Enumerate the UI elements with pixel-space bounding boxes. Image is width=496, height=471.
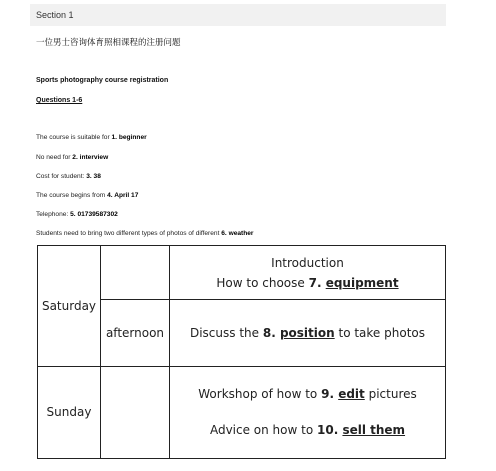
answer-4: 4. April 17 bbox=[107, 192, 139, 199]
answer-5: 5. 01739587302 bbox=[70, 211, 118, 218]
table-row bbox=[38, 366, 446, 458]
answer-8: position bbox=[279, 325, 335, 340]
saturday-activity-1 bbox=[170, 246, 446, 300]
chinese-title: 一位男士咨询体育照相课程的注册问题 bbox=[36, 37, 181, 47]
saturday-activity-2: Discuss the 8. position to take photos bbox=[170, 300, 446, 366]
saturday-time-1 bbox=[101, 246, 170, 300]
document-title: Sports photography course registration bbox=[36, 77, 169, 84]
question-line-5: Telephone: 5. 01739587302 bbox=[36, 211, 118, 218]
saturday-cell: Saturday bbox=[38, 246, 101, 367]
questions-heading: Questions 1-6 bbox=[36, 97, 83, 104]
answer-9: edit bbox=[338, 387, 365, 402]
introduction-text: Introduction bbox=[271, 255, 344, 270]
table-row bbox=[38, 246, 446, 300]
saturday-time-2: afternoon bbox=[101, 300, 170, 366]
answer-1: 1. beginner bbox=[111, 134, 147, 141]
answer-2: 2. interview bbox=[72, 154, 109, 161]
question-line-4: The course begins from 4. April 17 bbox=[36, 192, 139, 199]
sunday-activity bbox=[170, 366, 446, 458]
question-line-3: Cost for student: 3. 38 bbox=[36, 173, 101, 180]
choose-equipment-text: How to choose 7. equipment bbox=[216, 275, 399, 290]
answer-10: sell them bbox=[342, 423, 406, 438]
advice-sell-text: Advice on how to 10. sell them bbox=[209, 423, 406, 438]
answer-3: 3. 38 bbox=[86, 173, 101, 180]
question-line-2: No need for 2. interview bbox=[36, 154, 109, 161]
question-line-6: Students need to bring two different types of photos of different 6. weather bbox=[36, 230, 254, 237]
section-label: Section 1 bbox=[36, 10, 74, 20]
sunday-cell: Sunday bbox=[38, 366, 101, 458]
answer-7: equipment bbox=[325, 275, 399, 290]
sunday-time bbox=[101, 366, 170, 458]
answer-6: 6. weather bbox=[221, 230, 254, 237]
schedule-table bbox=[37, 245, 446, 459]
workshop-edit-text: Workshop of how to 9. edit pictures bbox=[198, 387, 417, 402]
question-line-1: The course is suitable for 1. beginner bbox=[36, 134, 147, 141]
section-header bbox=[30, 4, 446, 26]
